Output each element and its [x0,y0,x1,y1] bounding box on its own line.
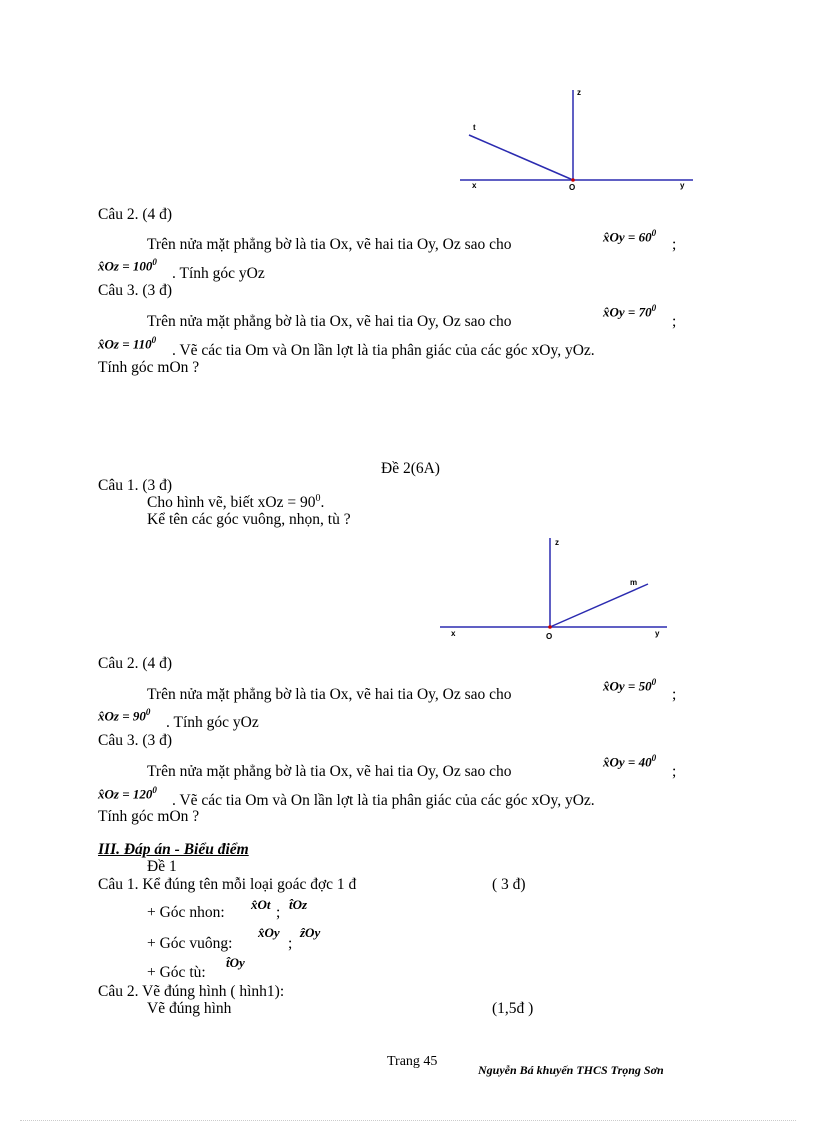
acute-sep: ; [276,904,281,921]
label-z: z [577,88,581,97]
answers-c2-line: Vẽ đúng hình [147,1000,232,1017]
acute-m2: t̂Oz [289,897,308,912]
de2-q3-sep: ; [672,763,677,780]
de2-q2-line2: . Tính góc yOz [166,714,259,731]
page-bottom-rule [20,1120,796,1121]
de2-q3-math2: x̂Oz = $120^0$ [98,785,157,802]
right-label: + Góc vuông: [147,935,233,952]
acute-label: + Góc nhon: [147,904,225,921]
answers-sub: Đề 1 [147,858,177,875]
answers-heading: III. Đáp án - Biểu điểm [98,841,249,858]
de2-q1-title: Câu 1. (3 đ) [98,477,173,494]
de1-q3-title: Câu 3. (3 đ) [98,282,173,299]
de2-q2-math2: x̂Oz = $90^0$ [98,707,151,724]
label-y: y [680,181,685,190]
label-t: t [473,123,476,132]
de1-q2-sep: ; [672,236,677,253]
page-number: Trang 45 [387,1054,438,1069]
de1-q3-sep: ; [672,313,677,330]
answers-c1: Câu 1. Kể đúng tên mỗi loại goác đợc 1 đ [98,876,357,893]
ray-om [550,584,648,627]
de2-title: Đề 2(6A) [381,460,440,477]
de1-q3-line2: . Vẽ các tia Om và On lần lợt là tia phân giác của các góc xOy, yOz. [172,342,595,359]
label-o: O [546,632,553,641]
label-y: y [655,629,660,638]
answers-c2-score: (1,5đ ) [492,1000,534,1017]
right-m1: x̂Oy [258,925,280,940]
de2-q1-line2: Kể tên các góc vuông, nhọn, tù ? [147,511,351,528]
de1-q2-math1: x̂Oy = $60^0$ [603,228,657,245]
angle-diagram-2 [435,532,685,647]
de2-q3-math1: x̂Oy = $40^0$ [603,753,657,770]
right-sep: ; [288,935,293,952]
obtuse-m1: t̂Oy [226,955,245,970]
de2-q2-title: Câu 2. (4 đ) [98,655,173,672]
de2-q2-math1: x̂Oy = $50^0$ [603,677,657,694]
de2-q2-sep: ; [672,686,677,703]
label-z: z [555,538,559,547]
de2-q3-line3: Tính góc mOn ? [98,808,200,825]
answers-c2: Câu 2. Vẽ đúng hình ( hình1): [98,983,285,1000]
de1-q3-line3: Tính góc mOn ? [98,359,200,376]
de1-q2-title: Câu 2. (4 đ) [98,206,173,223]
label-o: O [569,183,576,192]
de2-q2-line1: Trên nửa mặt phẳng bờ là tia Ox, vẽ hai tia Oy, Oz sao cho [147,686,512,703]
de1-q2-line1: Trên nửa mặt phẳng bờ là tia Ox, vẽ hai tia Oy, Oz sao cho [147,236,512,253]
author-signature: Nguyễn Bá khuyến THCS Trọng Sơn [478,1063,664,1077]
de1-q2-math2: x̂Oz = $100^0$ [98,257,157,274]
angle-diagram-1 [455,82,705,197]
obtuse-label: + Góc tù: [147,964,206,981]
label-m: m [630,578,638,587]
de1-q3-line1: Trên nửa mặt phẳng bờ là tia Ox, vẽ hai tia Oy, Oz sao cho [147,313,512,330]
ray-ot [469,135,573,180]
label-x: x [472,181,477,190]
de1-q2-line2: . Tính góc yOz [172,265,265,282]
de1-q3-math2: x̂Oz = $110^0$ [98,335,157,352]
de2-q1-line1: Cho hình vẽ, biết xOz = $90^0$. [147,493,325,512]
de2-q3-title: Câu 3. (3 đ) [98,732,173,749]
answers-c1-score: ( 3 đ) [492,876,526,893]
de2-q3-line2: . Vẽ các tia Om và On lần lợt là tia phân giác của các góc xOy, yOz. [172,792,595,809]
label-x: x [451,629,456,638]
acute-m1: x̂Ot [251,897,271,912]
de2-q3-line1: Trên nửa mặt phẳng bờ là tia Ox, vẽ hai tia Oy, Oz sao cho [147,763,512,780]
right-m2: ẑOy [300,925,321,940]
de1-q3-math1: x̂Oy = $70^0$ [603,303,657,320]
